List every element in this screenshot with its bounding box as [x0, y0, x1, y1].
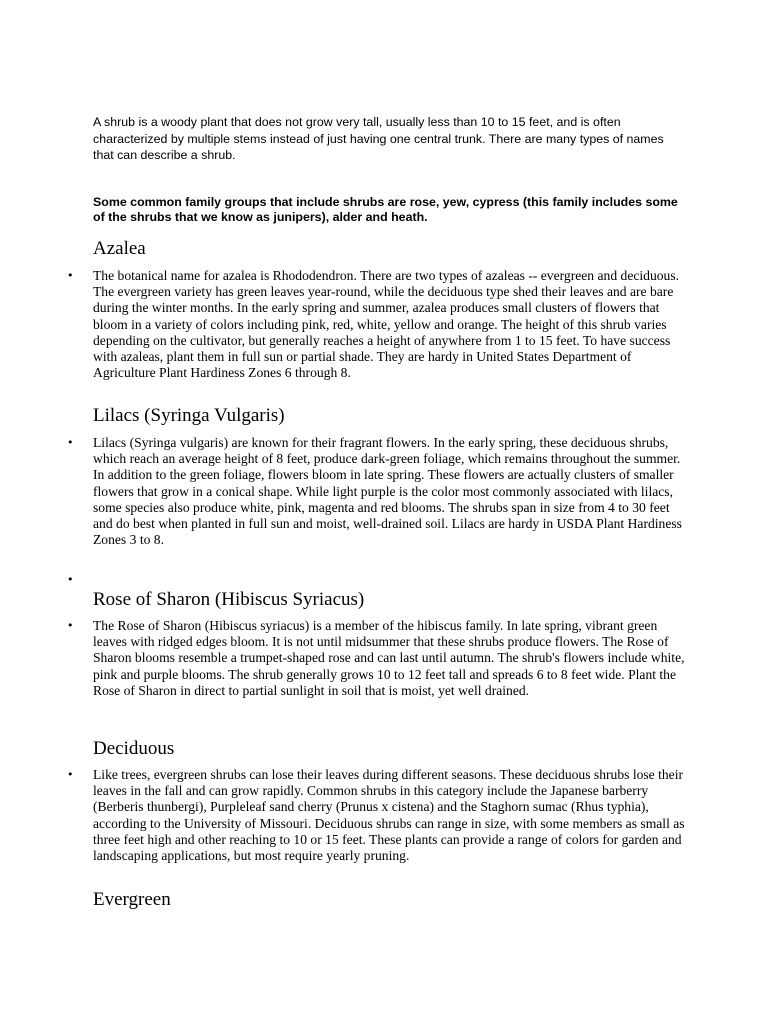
family-groups-paragraph: Some common family groups that include shrubs are rose, yew, cypress (this family includes some of the shrubs that we know as junipers), alder and heath. — [93, 195, 678, 224]
empty-bullet: • — [67, 573, 74, 586]
deciduous-text: Like trees, evergreen shrubs can lose their leaves during different seasons. These deciduous shrubs lose their leaves in the fall and can grow rapidly. Common shrubs in this category include the Japanese barberry (Berberis thunbergi), Purpleleaf sand cherry (Prunus x cistena) and the Staghorn sumac (Rhus typhia), according to the University of Missouri. Deciduous shrubs can range in size, with some members as small as three feet high and other reaching to 10 or 15 feet. These plants can provide a range of colors for garden and landscaping applications, but most require yearly pruning. — [93, 767, 685, 864]
rose-of-sharon-text: The Rose of Sharon (Hibiscus syriacus) is a member of the hibiscus family. In late spring, vibrant green leaves with ridged edges bloom. It is not until midsummer that these shrubs produce flowers. The Rose of Sharon blooms resemble a trumpet-shaped rose and can last until autumn. The shrub's flowers include white, pink and purple blooms. The shrub generally grows 10 to 12 feet tall and spreads 6 to 8 feet wide. Plant the Rose of Sharon in direct to partial sunlight in soil that is moist, yet well drained. — [93, 618, 685, 698]
lilacs-bullet: • — [67, 436, 74, 449]
deciduous-bullet: • — [67, 768, 74, 781]
evergreen-heading: Evergreen — [93, 889, 171, 910]
deciduous-heading: Deciduous — [93, 738, 175, 759]
lilacs-heading: Lilacs (Syringa Vulgaris) — [93, 405, 285, 426]
azalea-heading: Azalea — [93, 238, 146, 259]
lilacs-text: Lilacs (Syringa vulgaris) are known for their fragrant flowers. In the early spring, these deciduous shrubs, which reach an average height of 8 feet, produce dark-green foliage, which remains throughout the summer. In addition to the green foliage, flowers bloom in late spring. These flowers are actually clusters of smaller flowers that grow in a conical shape. While light purple is the color most commonly associated with lilacs, some species also produce white, pink, magenta and red blooms. The shrubs span in size from 4 to 30 feet and do best when planted in full sun and moist, well-drained soil. Lilacs are hardy in USDA Plant Hardiness Zones 3 to 8. — [93, 435, 682, 548]
rose-of-sharon-bullet: • — [67, 619, 74, 632]
azalea-bullet: • — [67, 269, 74, 282]
intro-paragraph: A shrub is a woody plant that does not grow very tall, usually less than 10 to 15 feet, and is often characterized by multiple stems instead of just having one central trunk. There are many types of names that can describe a shrub. — [93, 115, 664, 162]
azalea-text: The botanical name for azalea is Rhododendron. There are two types of azaleas -- evergreen and deciduous. The evergreen variety has green leaves year-round, while the deciduous type shed their leaves and are bare during the winter months. In the early spring and summer, azalea produces small clusters of flowers that bloom in a variety of colors including pink, red, white, yellow and orange. The height of this shrub varies depending on the cultivator, but generally reaches a height of anywhere from 1 to 15 feet. To have success with azaleas, plant them in full sun or partial shade. They are hardy in United States Department of Agriculture Plant Hardiness Zones 6 through 8. — [93, 268, 680, 381]
rose-of-sharon-heading: Rose of Sharon (Hibiscus Syriacus) — [93, 589, 365, 610]
